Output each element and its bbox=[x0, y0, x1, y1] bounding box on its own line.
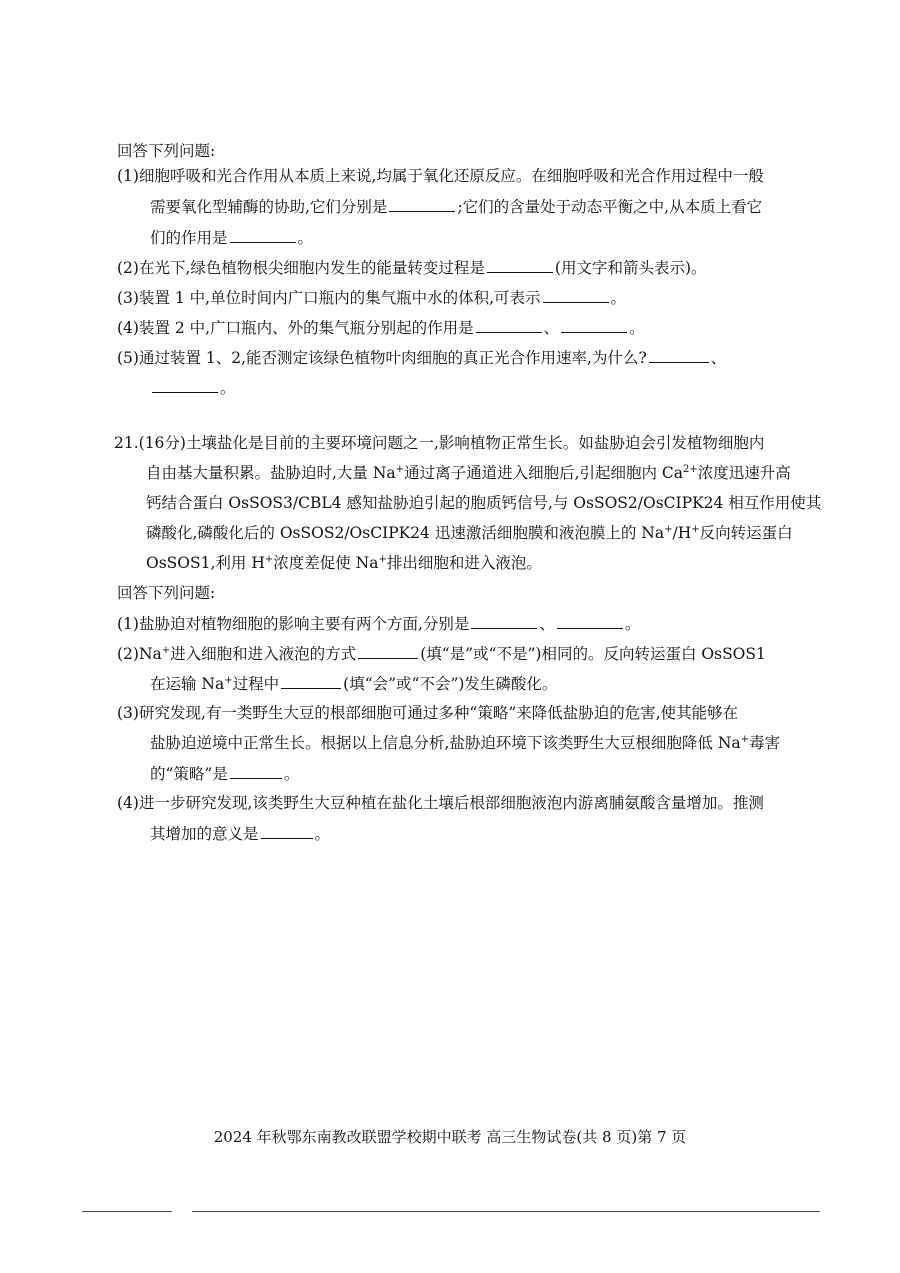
prev-item-1-line-1: (1)细胞呼吸和光合作用从本质上来说,均属于氧化还原反应。在细胞呼吸和光合作用过程中一般 bbox=[117, 167, 764, 185]
prev-item-1-line-2: 需要氧化型辅酶的协助,它们分别是 ;它们的含量处于动态平衡之中,从本质上看它 bbox=[150, 195, 762, 218]
q21-item-3-line-2: 盐胁迫逆境中正常生长。根据以上信息分析,盐胁迫环境下该类野生大豆根细胞降低 Na+毒害 bbox=[150, 733, 781, 752]
answer-blank[interactable] bbox=[281, 672, 341, 689]
q21-item-3-line-3: 的“策略”是 。 bbox=[150, 762, 299, 785]
prev-item-2: (2)在光下,绿色植物根尖细胞内发生的能量转变过程是 (用文字和箭头表示)。 bbox=[117, 256, 707, 279]
item-number: (3) bbox=[117, 289, 139, 307]
answer-blank[interactable] bbox=[261, 822, 313, 839]
q21-item-1: (1)盐胁迫对植物细胞的影响主要有两个方面,分别是 、 。 bbox=[117, 612, 640, 635]
q21-intro-line-4: 磷酸化,磷酸化后的 OsSOS2/OsCIPK24 迅速激活细胞膜和液泡膜上的 Na+/H+反向转运蛋白 bbox=[146, 523, 793, 542]
q21-intro-line-3: 钙结合蛋白 OsSOS3/CBL4 感知盐胁迫引起的胞质钙信号,与 OsSOS2/OsCIPK24 相互作用使其 bbox=[146, 494, 822, 512]
footer-rule-left bbox=[82, 1211, 172, 1212]
page-footer: 2024 年秋鄂东南教改联盟学校期中联考 高三生物试卷(共 8 页)第 7 页 bbox=[213, 1128, 687, 1146]
q21-item-3-line-1: (3)研究发现,有一类野生大豆的根部细胞可通过多种“策略”来降低盐胁迫的危害,使其能够在 bbox=[117, 704, 739, 722]
q21-intro-line-1: 21.(16分)土壤盐化是目前的主要环境问题之一,影响植物正常生长。如盐胁迫会引发植物细胞内 bbox=[114, 434, 765, 452]
q21-item-2-line-2: 在运输 Na+过程中 (填“会”或“不会”)发生磷酸化。 bbox=[150, 672, 557, 695]
answer-blank[interactable] bbox=[230, 762, 282, 779]
answer-blank[interactable] bbox=[543, 286, 609, 303]
prev-item-3: (3)装置 1 中,单位时间内广口瓶内的集气瓶中水的体积,可表示 。 bbox=[117, 286, 626, 309]
answer-blank[interactable] bbox=[476, 316, 542, 333]
answer-blank[interactable] bbox=[358, 642, 418, 659]
answer-blank[interactable] bbox=[487, 256, 553, 273]
q21-intro-line-2: 自由基大量积累。盐胁迫时,大量 Na+通过离子通道进入细胞后,引起细胞内 $Ca^{2+}$浓度迅速升高 bbox=[146, 463, 791, 482]
answer-blank[interactable] bbox=[557, 612, 623, 629]
answer-blank[interactable] bbox=[471, 612, 537, 629]
item-number: (1) bbox=[117, 615, 139, 633]
q21-answer-heading: 回答下列问题: bbox=[117, 584, 216, 602]
item-number: (2) bbox=[117, 645, 139, 663]
q21-intro-line-5: OsSOS1,利用 H+浓度差促使 Na+排出细胞和进入液泡。 bbox=[146, 553, 542, 572]
item-number: (3) bbox=[117, 704, 139, 722]
q21-item-2-line-1: (2)Na+进入细胞和进入液泡的方式 (填“是”或“不是”)相同的。反向转运蛋白 OsSOS1 bbox=[117, 642, 766, 665]
item-number: (4) bbox=[117, 794, 139, 812]
q21-item-4-line-2: 其增加的意义是 。 bbox=[150, 822, 330, 845]
answer-heading: 回答下列问题: bbox=[117, 142, 216, 160]
prev-item-5-line-1: (5)通过装置 1、2,能否测定该绿色植物叶肉细胞的真正光合作用速率,为什么? 、 bbox=[117, 346, 726, 369]
answer-blank[interactable] bbox=[561, 316, 627, 333]
prev-item-5-line-2: 。 bbox=[150, 376, 236, 399]
item-number: (4) bbox=[117, 319, 139, 337]
footer-rule-right bbox=[192, 1211, 820, 1212]
prev-item-4: (4)装置 2 中,广口瓶内、外的集气瓶分别起的作用是 、 。 bbox=[117, 316, 645, 339]
item-number: (1) bbox=[117, 167, 139, 185]
q21-item-4-line-1: (4)进一步研究发现,该类野生大豆种植在盐化土壤后根部细胞液泡内游离脯氨酸含量增加。推测 bbox=[117, 794, 764, 812]
prev-item-1-line-3: 们的作用是 。 bbox=[150, 226, 313, 249]
answer-blank[interactable] bbox=[649, 346, 709, 363]
item-number: (5) bbox=[117, 349, 139, 367]
item-number: (2) bbox=[117, 259, 139, 277]
answer-blank[interactable] bbox=[230, 226, 296, 243]
answer-blank[interactable] bbox=[389, 195, 455, 212]
answer-blank[interactable] bbox=[152, 376, 218, 393]
